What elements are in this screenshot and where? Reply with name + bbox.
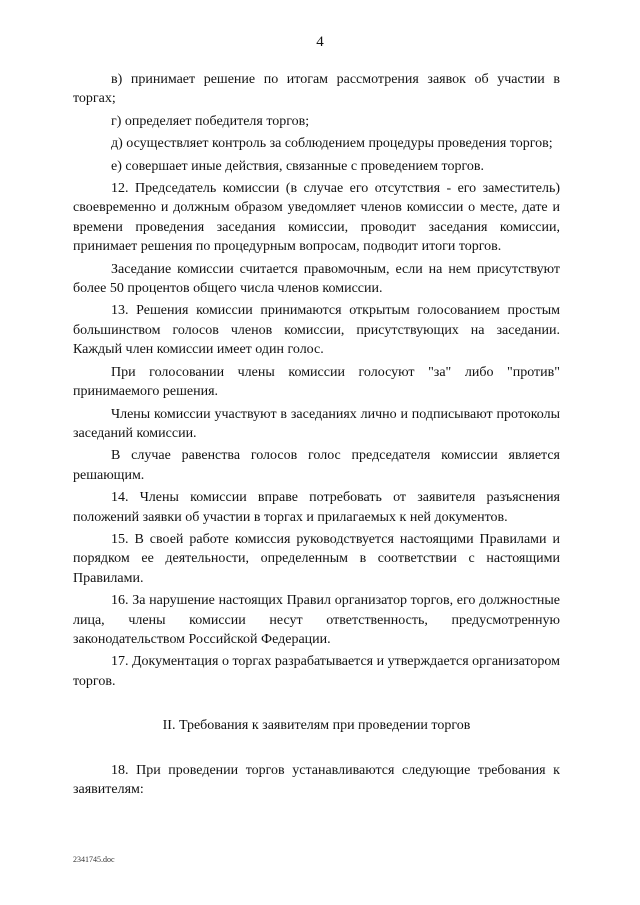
paragraph: Члены комиссии участвуют в заседаниях лично и подписывают протоколы заседаний комиссии. [73, 406, 560, 441]
paragraph: 12. Председатель комиссии (в случае его отсутствия - его заместитель) своевременно и должным образом уведомляет членов комиссии о месте, дате и времени проведения заседания комиссии, проводит заседания комиссии, принимает решения по процедурным вопросам, подводит итоги торгов. [73, 181, 560, 255]
paragraph: 15. В своей работе комиссия руководствуется настоящими Правилами и порядком ее деятельности, определенным в соответствии с настоящими Правилами. [73, 531, 560, 586]
section-heading: II. Требования к заявителям при проведении торгов [162, 718, 471, 734]
paragraph: 16. За нарушение настоящих Правил организатор торгов, его должностные лица, члены комиссии несут ответственность, предусмотренную законодательством Российской Федерации. [73, 593, 560, 647]
paragraph: е) совершает иные действия, связанные с проведением торгов. [111, 158, 484, 174]
paragraph: г) определяет победителя торгов; [111, 113, 310, 129]
paragraph: При голосовании члены комиссии голосуют "за" либо "против" принимаемого решения. [73, 364, 560, 400]
paragraph: д) осуществляет контроль за соблюдением процедуры проведения торгов; [111, 136, 553, 152]
paragraph: в) принимает решение по итогам рассмотрения заявок об участии в торгах; [73, 72, 560, 107]
paragraph: 17. Документация о торгах разрабатывается и утверждается организатором торгов. [73, 654, 560, 689]
paragraph: 18. При проведении торгов устанавливаются следующие требования к заявителям: [73, 762, 560, 797]
page-number: 4 [316, 34, 324, 50]
document-filename: 2341745.doc [73, 855, 115, 864]
document-body [73, 70, 560, 799]
paragraph: Заседание комиссии считается правомочным, если на нем присутствуют более 50 процентов общего числа членов комиссии. [73, 261, 560, 297]
paragraph: 13. Решения комиссии принимаются открытым голосованием простым большинством голосов членов комиссии, присутствующих на заседании. Каждый член комиссии имеет один голос. [73, 303, 560, 358]
paragraph: В случае равенства голосов голос председателя комиссии является решающим. [73, 448, 560, 483]
paragraph: 14. Члены комиссии вправе потребовать от заявителя разъяснения положений заявки об участии в торгах и прилагаемых к ней документов. [73, 490, 560, 525]
